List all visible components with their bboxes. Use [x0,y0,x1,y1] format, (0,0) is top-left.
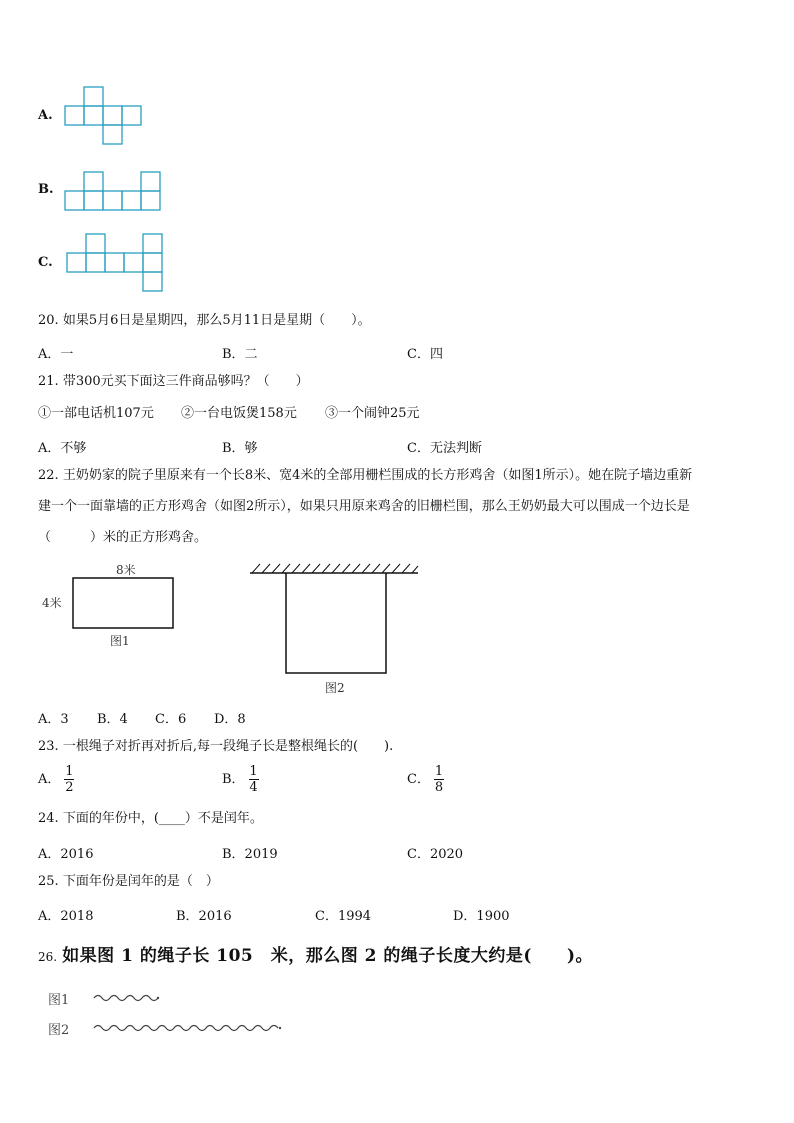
fig1-width-label: 4米 [42,596,62,610]
q23-option-a[interactable] [38,764,74,795]
net-option-c-label[interactable]: C. [38,255,53,270]
question-21 [38,374,309,390]
q24-option-c[interactable]: C．2020 [407,847,464,862]
question-25 [38,874,219,890]
fraction [64,764,74,795]
q20-option-a[interactable]: A．一 [38,347,74,362]
question-number: 26. [38,950,58,964]
option-letter: C． [407,772,430,787]
fig2-caption: 图2 [325,681,345,695]
question-22 [38,468,692,484]
q21-item-3: ③一个闹钟25元 [325,406,420,421]
q25-option-d[interactable]: D．1900 [453,909,510,924]
q22-option-d[interactable]: D．8 [214,712,246,727]
fig1-caption: 图1 [110,634,130,648]
question-number: 21. [38,374,59,389]
rope-fig1 [92,992,162,1004]
question-text-line-3: （ ）米的正方形鸡舍。 [38,530,208,545]
question-text: 下面的年份中，(____）不是闰年。 [62,811,263,826]
question-text: 如果图 1 的绳子长 105 米，那么图 2 的绳子长度大约是( )。 [62,946,594,966]
q20-option-c[interactable]: C．四 [407,347,443,362]
q24-option-a[interactable]: A．2016 [38,847,94,862]
fig2-wall-square [246,561,422,677]
fraction [434,764,444,795]
question-number: 22. [38,468,59,483]
numerator: 1 [65,764,74,779]
question-23 [38,739,393,755]
option-letter: A． [38,772,61,787]
fig1-rectangle [72,577,175,630]
option-letter: B． [222,772,245,787]
numerator: 1 [434,764,444,779]
question-text: 带300元买下面这三件商品够吗？（ ） [62,374,309,389]
q21-option-c[interactable]: C．无法判断 [407,441,482,456]
q23-option-c[interactable] [407,764,444,795]
net-option-b-label[interactable]: B. [38,182,54,197]
q21-item-1: ①一部电话机107元 [38,406,154,421]
q23-option-b[interactable] [222,764,259,795]
question-text: 一根绳子对折再对折后,每一段绳子长是整根绳长的( ). [62,739,394,754]
q21-option-a[interactable]: A．不够 [38,441,87,456]
q25-option-c[interactable]: C．1994 [315,909,372,924]
fig1-length-label: 8米 [116,563,136,577]
numerator: 1 [249,764,258,779]
cube-net-b [64,171,164,213]
q25-option-b[interactable]: B．2016 [176,909,232,924]
q25-option-a[interactable]: A．2018 [38,909,94,924]
q22-option-a[interactable]: A．3 [38,712,69,727]
q22-option-c[interactable]: C．6 [155,712,187,727]
q21-item-2: ②一台电饭煲158元 [181,406,297,421]
cube-net-c [66,233,166,293]
question-24 [38,811,263,827]
question-number: 25. [38,874,59,889]
rope-fig2 [92,1022,286,1034]
question-number: 23. [38,739,59,754]
fraction [249,764,259,795]
question-text-line-1: 王奶奶家的院子里原来有一个长8米、宽4米的全部用栅栏围成的长方形鸡舍（如图1所示）。她在院子墙边重新 [62,468,693,483]
question-text-line-2: 建一个一面靠墙的正方形鸡舍（如图2所示），如果只用原来鸡舍的旧栅栏围，那么王奶奶最大可以围成一个边长是 [38,499,690,514]
q22-option-b[interactable]: B．4 [97,712,128,727]
question-text: 如果5月6日是星期四，那么5月11日是星期（ ）。 [62,313,371,328]
question-text: 下面年份是闰年的是（ ） [62,874,219,889]
denominator: 8 [434,780,444,795]
q24-option-b[interactable]: B．2019 [222,847,278,862]
q20-option-b[interactable]: B．二 [222,347,258,362]
question-20 [38,313,371,329]
rope-fig1-label: 图1 [48,993,70,1008]
rope-fig2-label: 图2 [48,1023,70,1038]
question-number: 24. [38,811,59,826]
net-option-a-label[interactable]: A. [38,108,53,123]
denominator: 4 [249,780,258,795]
question-number: 20. [38,313,59,328]
question-26 [38,941,593,966]
q21-option-b[interactable]: B．够 [222,441,258,456]
cube-net-a [64,86,144,146]
denominator: 2 [65,780,74,795]
